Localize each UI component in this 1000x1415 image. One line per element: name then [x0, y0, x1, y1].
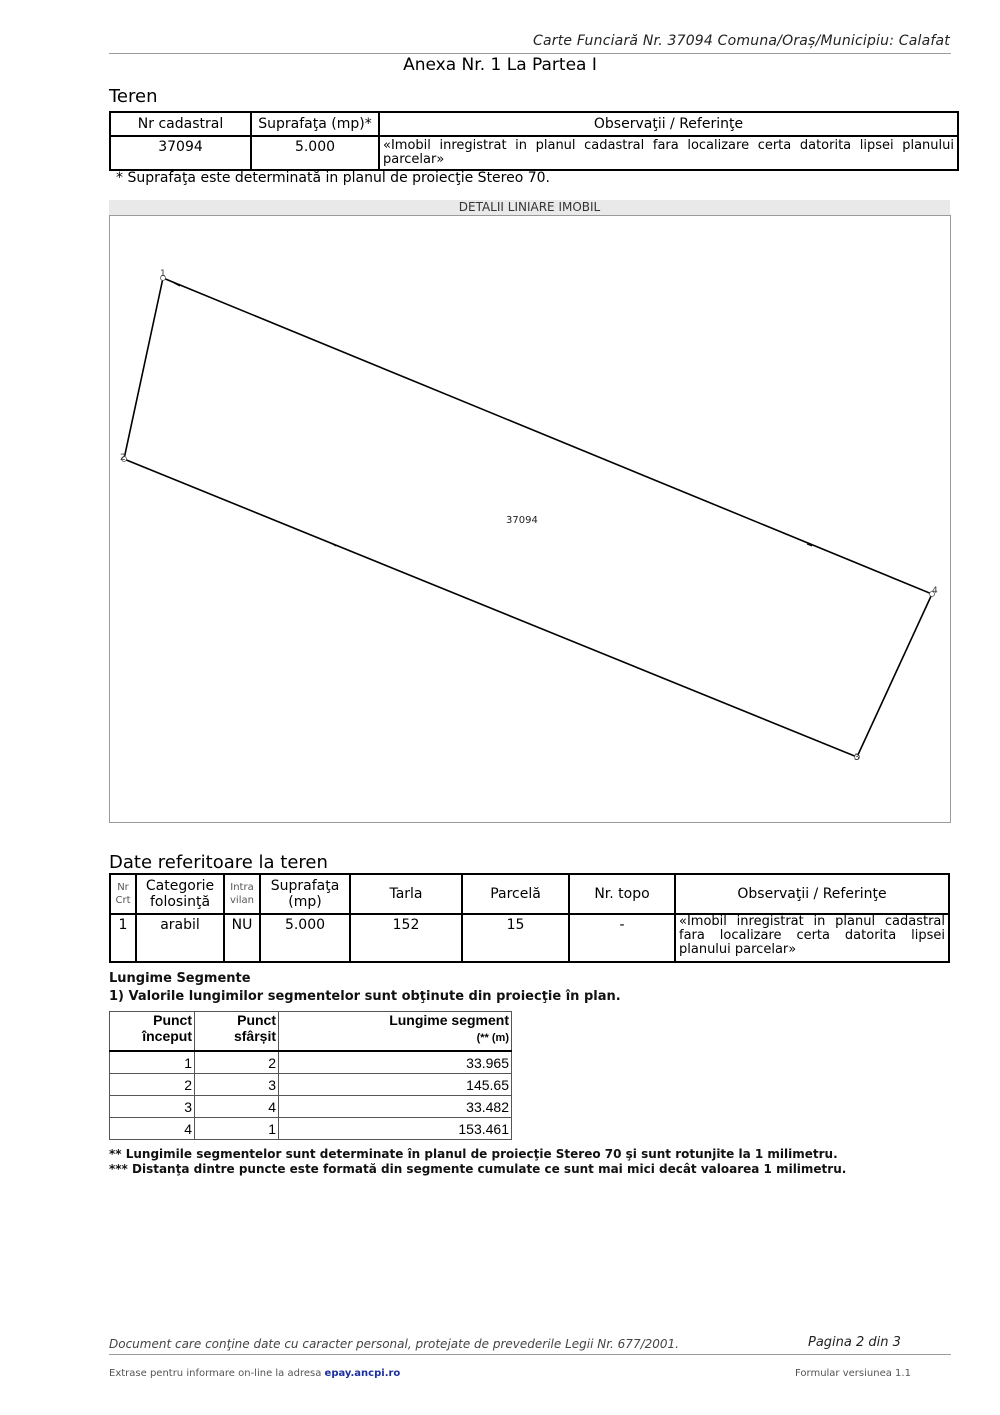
segment-start: 4 — [110, 1118, 195, 1140]
table-row — [110, 1118, 512, 1140]
segment-start: 1 — [110, 1051, 195, 1074]
footer-extract-line — [109, 1368, 400, 1379]
footer-divider — [109, 1354, 951, 1355]
col-observatii-teren: Observaţii / Referinţe — [675, 874, 949, 914]
date-teren-table — [109, 873, 950, 963]
annex-title: Anexa Nr. 1 La Partea I — [403, 55, 597, 75]
col-parcela: Parcelă — [462, 874, 569, 914]
tarla-value: 152 — [350, 914, 462, 962]
segment-length: 153.461 — [279, 1118, 512, 1140]
nr-crt-value: 1 — [110, 914, 136, 962]
teren-table-row — [110, 136, 958, 170]
teren-table-header — [110, 112, 958, 136]
table-row — [110, 1074, 512, 1096]
parcel-number-label: 37094 — [506, 515, 538, 526]
observatii-teren-value: «Imobil inregistrat in planul cadastral fara localizare certa datorita lipsei planului parcelar» — [675, 914, 949, 962]
nr-topo-value: - — [569, 914, 675, 962]
date-teren-header — [110, 874, 949, 914]
col-suprafata: Suprafaţa (mp)* — [251, 112, 379, 136]
vertex-label-2: 2 — [120, 453, 126, 463]
suprafata-value: 5.000 — [251, 136, 379, 170]
vertex-label-1: 1 — [160, 269, 166, 279]
segmente-table — [109, 1011, 512, 1140]
date-teren-section-title: Date referitoare la teren — [109, 852, 328, 873]
segment-end: 4 — [195, 1096, 279, 1118]
vertex-label-3: 3 — [854, 753, 860, 763]
teren-section-title: Teren — [109, 86, 158, 107]
header-divider — [109, 53, 951, 54]
plan-header: DETALII LINIARE IMOBIL — [109, 200, 950, 215]
parcela-value: 15 — [462, 914, 569, 962]
lungime-label: Lungime segment — [389, 1012, 509, 1028]
segment-length: 33.965 — [279, 1051, 512, 1074]
col-lungime-segment — [279, 1012, 512, 1052]
form-version: Formular versiunea 1.1 — [795, 1368, 911, 1379]
segment-start: 2 — [110, 1074, 195, 1096]
table-row — [110, 1051, 512, 1074]
parcel-plan-svg — [110, 216, 950, 822]
col-punct-inceput: Punct început — [110, 1012, 195, 1052]
teren-table — [109, 111, 959, 171]
col-categorie: Categorie folosinţă — [136, 874, 224, 914]
date-teren-row — [110, 914, 949, 962]
col-intravilan: Intra vilan — [224, 874, 260, 914]
extract-prefix: Extrase pentru informare on-line la adresa — [109, 1368, 322, 1379]
suprafata-teren-value: 5.000 — [260, 914, 350, 962]
col-punct-sfarsit: Punct sfârșit — [195, 1012, 279, 1052]
table-row — [110, 1096, 512, 1118]
segment-end: 1 — [195, 1118, 279, 1140]
col-nr-crt: Nr Crt — [110, 874, 136, 914]
col-nr-cadastral: Nr cadastral — [110, 112, 251, 136]
categorie-value: arabil — [136, 914, 224, 962]
segmente-note-1: ** Lungimile segmentelor sunt determinate în planul de proiecţie Stereo 70 şi sunt rotunjite la 1 milimetru. — [109, 1147, 838, 1161]
intravilan-value: NU — [224, 914, 260, 962]
segment-end: 3 — [195, 1074, 279, 1096]
segment-length: 145.65 — [279, 1074, 512, 1096]
col-nr-topo: Nr. topo — [569, 874, 675, 914]
suprafata-note: * Suprafaţa este determinată in planul de proiecţie Stereo 70. — [116, 170, 551, 186]
col-observatii: Observaţii / Referinţe — [379, 112, 958, 136]
segment-start: 3 — [110, 1096, 195, 1118]
extract-link[interactable]: epay.ancpi.ro — [324, 1368, 401, 1379]
segmente-note-2: *** Distanţa dintre puncte este formată din segmente cumulate ce sunt mai mici decât valoarea 1 milimetru. — [109, 1162, 847, 1176]
col-tarla: Tarla — [350, 874, 462, 914]
vertex-label-4: 4 — [932, 586, 938, 596]
segment-end: 2 — [195, 1051, 279, 1074]
segment-length: 33.482 — [279, 1096, 512, 1118]
page-number: Pagina 2 din 3 — [808, 1335, 901, 1350]
segmente-header — [110, 1012, 512, 1052]
nr-cadastral-value: 37094 — [110, 136, 251, 170]
plan-drawing-frame — [109, 215, 951, 823]
carte-funciara-header: Carte Funciară Nr. 37094 Comuna/Oraș/Municipiu: Calafat — [533, 33, 950, 49]
lungime-unit: (** (m) — [476, 1032, 509, 1044]
col-suprafata-teren: Suprafaţa (mp) — [260, 874, 350, 914]
footer-disclaimer: Document care conţine date cu caracter personal, protejate de prevederile Legii Nr. 677/2001. — [109, 1337, 679, 1351]
observatii-value: «Imobil inregistrat in planul cadastral fara localizare certa datorita lipsei planului parcelar» — [379, 136, 958, 170]
segmente-subtitle: 1) Valorile lungimilor segmentelor sunt obţinute din proiecţie în plan. — [109, 989, 621, 1004]
segmente-title: Lungime Segmente — [109, 971, 251, 986]
